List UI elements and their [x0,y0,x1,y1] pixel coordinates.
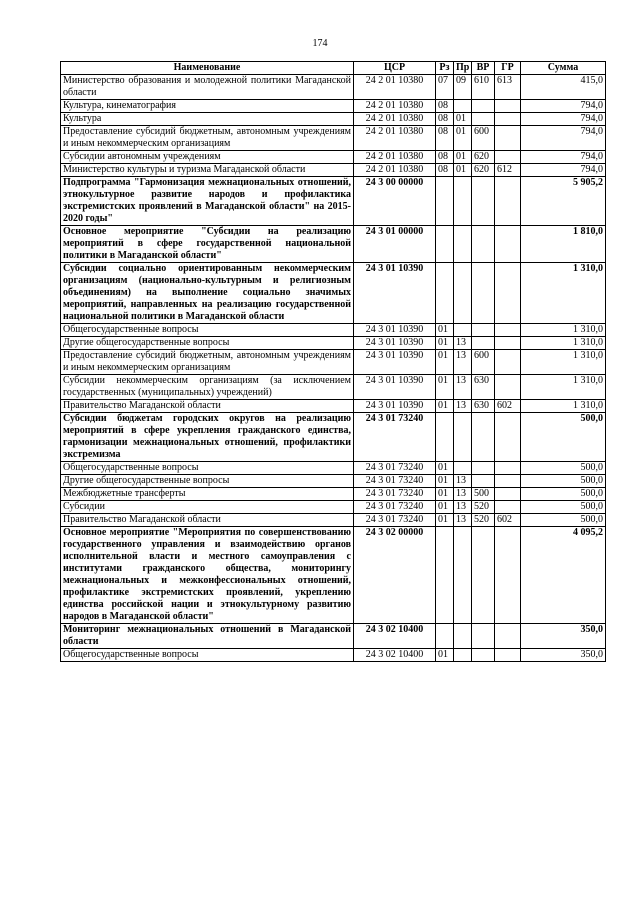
header-sum: Сумма [521,62,606,75]
page-number: 174 [312,38,328,49]
cell-pr: 01 [454,126,472,151]
table-row [61,350,606,375]
table-row [61,624,606,649]
table-row [61,413,606,462]
cell-csr: 24 3 01 00000 [354,226,436,263]
cell-csr: 24 3 00 00000 [354,177,436,226]
cell-pr: 01 [454,113,472,126]
cell-csr: 24 3 01 73240 [354,413,436,462]
cell-vr: 600 [472,350,495,375]
cell-name: Предоставление субсидий бюджетным, автономным учреждениям и иным некоммерческим организациям [61,126,354,151]
cell-name: Культура, кинематография [61,100,354,113]
cell-name: Подпрограмма "Гармонизация межнациональных отношений, этнокультурное развитие народов и профилактика экстремистских проявлений в Магаданской области" на 2015-2020 годы" [61,177,354,226]
cell-csr: 24 2 01 10380 [354,126,436,151]
cell-sum: 794,0 [521,151,606,164]
cell-rz: 01 [436,324,454,337]
header-csr: ЦСР [354,62,436,75]
cell-vr: 520 [472,514,495,527]
header-gr: ГР [495,62,521,75]
cell-csr: 24 2 01 10380 [354,151,436,164]
cell-name: Субсидии некоммерческим организациям (за исключением государственных (муниципальных) учреждений) [61,375,354,400]
cell-name: Министерство образования и молодежной политики Магаданской области [61,75,354,100]
budget-table [60,61,606,662]
cell-rz [436,226,454,263]
cell-rz [436,177,454,226]
table-row [61,100,606,113]
cell-csr: 24 3 02 00000 [354,527,436,624]
cell-sum: 500,0 [521,501,606,514]
cell-vr [472,462,495,475]
cell-vr [472,649,495,662]
cell-name: Общегосударственные вопросы [61,462,354,475]
cell-sum: 4 095,2 [521,527,606,624]
cell-vr: 630 [472,400,495,413]
cell-vr [472,527,495,624]
table-row [61,75,606,100]
cell-rz: 01 [436,462,454,475]
cell-gr [495,413,521,462]
header-vr: ВР [472,62,495,75]
cell-vr: 630 [472,375,495,400]
cell-sum: 1 810,0 [521,226,606,263]
cell-gr [495,501,521,514]
table-row [61,488,606,501]
cell-csr: 24 3 01 10390 [354,337,436,350]
cell-pr: 13 [454,400,472,413]
cell-gr [495,527,521,624]
table-row [61,337,606,350]
cell-rz [436,413,454,462]
cell-gr [495,649,521,662]
cell-sum: 500,0 [521,488,606,501]
cell-vr [472,624,495,649]
cell-gr: 612 [495,164,521,177]
cell-sum: 500,0 [521,413,606,462]
cell-sum: 794,0 [521,126,606,151]
table-header-row [61,62,606,75]
cell-pr: 13 [454,375,472,400]
cell-name: Другие общегосударственные вопросы [61,337,354,350]
cell-name: Общегосударственные вопросы [61,324,354,337]
cell-csr: 24 3 01 73240 [354,514,436,527]
cell-rz: 01 [436,649,454,662]
header-name: Наименование [61,62,354,75]
cell-rz: 07 [436,75,454,100]
cell-csr: 24 2 01 10380 [354,113,436,126]
table-row [61,501,606,514]
cell-gr [495,324,521,337]
cell-sum: 1 310,0 [521,324,606,337]
table-row [61,324,606,337]
cell-sum: 1 310,0 [521,400,606,413]
cell-pr: 01 [454,164,472,177]
header-rz: Рз [436,62,454,75]
cell-sum: 1 310,0 [521,350,606,375]
cell-csr: 24 3 01 73240 [354,501,436,514]
cell-csr: 24 2 01 10380 [354,164,436,177]
cell-name: Правительство Магаданской области [61,514,354,527]
cell-csr: 24 2 01 10380 [354,75,436,100]
table-row [61,164,606,177]
cell-name: Основное мероприятие "Мероприятия по совершенствованию государственного управления и взаимодействию органов исполнительной власти и местного самоуправления с институтами гражданского общества, мониторингу межнациональных и межконфессиональных отношений, профилактике экстремистских проявлений, укреплению единства российской нации и этнокультурному развитию народов в Магаданской области" [61,527,354,624]
cell-csr: 24 3 02 10400 [354,624,436,649]
cell-sum: 794,0 [521,100,606,113]
cell-pr [454,413,472,462]
table-row [61,151,606,164]
table-row [61,263,606,324]
cell-gr [495,337,521,350]
cell-pr: 13 [454,475,472,488]
cell-csr: 24 3 01 73240 [354,488,436,501]
cell-rz: 08 [436,151,454,164]
cell-name: Субсидии автономным учреждениям [61,151,354,164]
cell-pr: 13 [454,337,472,350]
cell-gr [495,350,521,375]
cell-vr [472,475,495,488]
cell-name: Предоставление субсидий бюджетным, автономным учреждениям и иным некоммерческим организациям [61,350,354,375]
cell-pr: 01 [454,151,472,164]
cell-gr [495,151,521,164]
cell-sum: 500,0 [521,514,606,527]
cell-rz: 01 [436,400,454,413]
cell-name: Другие общегосударственные вопросы [61,475,354,488]
cell-vr [472,177,495,226]
cell-name: Правительство Магаданской области [61,400,354,413]
cell-gr [495,177,521,226]
cell-sum: 1 310,0 [521,337,606,350]
cell-name: Основное мероприятие "Субсидии на реализацию мероприятий в сфере государственной национальной политики в Магаданской области" [61,226,354,263]
cell-name: Субсидии [61,501,354,514]
cell-sum: 350,0 [521,624,606,649]
cell-pr [454,263,472,324]
cell-pr [454,649,472,662]
cell-csr: 24 3 01 10390 [354,400,436,413]
cell-rz [436,263,454,324]
table-row [61,649,606,662]
cell-pr [454,462,472,475]
cell-pr: 13 [454,501,472,514]
table-row [61,462,606,475]
cell-rz: 01 [436,350,454,375]
cell-vr: 520 [472,501,495,514]
cell-vr [472,263,495,324]
cell-name: Общегосударственные вопросы [61,649,354,662]
cell-sum: 794,0 [521,113,606,126]
cell-rz: 08 [436,113,454,126]
cell-gr [495,462,521,475]
cell-rz: 08 [436,126,454,151]
cell-sum: 1 310,0 [521,263,606,324]
cell-csr: 24 3 01 10390 [354,324,436,337]
cell-pr: 13 [454,488,472,501]
cell-gr [495,113,521,126]
cell-csr: 24 3 01 10390 [354,350,436,375]
header-pr: Пр [454,62,472,75]
table-row [61,400,606,413]
cell-gr [495,488,521,501]
cell-gr: 613 [495,75,521,100]
cell-vr [472,324,495,337]
cell-gr: 602 [495,400,521,413]
cell-rz: 01 [436,488,454,501]
cell-vr: 610 [472,75,495,100]
cell-sum: 5 905,2 [521,177,606,226]
cell-pr: 13 [454,350,472,375]
cell-csr: 24 3 01 73240 [354,462,436,475]
cell-pr [454,527,472,624]
cell-gr [495,100,521,113]
cell-pr [454,226,472,263]
cell-pr: 13 [454,514,472,527]
table-row [61,514,606,527]
cell-vr [472,413,495,462]
cell-pr [454,100,472,113]
cell-name: Мониторинг межнациональных отношений в Магаданской области [61,624,354,649]
cell-csr: 24 2 01 10380 [354,100,436,113]
cell-name: Культура [61,113,354,126]
cell-rz: 01 [436,475,454,488]
cell-rz: 01 [436,337,454,350]
cell-sum: 500,0 [521,462,606,475]
cell-gr [495,624,521,649]
cell-name: Межбюджетные трансферты [61,488,354,501]
table-row [61,226,606,263]
cell-sum: 415,0 [521,75,606,100]
cell-rz: 08 [436,100,454,113]
cell-gr [495,263,521,324]
table-row [61,375,606,400]
cell-gr [495,375,521,400]
cell-vr [472,113,495,126]
cell-vr [472,100,495,113]
cell-sum: 1 310,0 [521,375,606,400]
cell-rz [436,527,454,624]
cell-pr [454,324,472,337]
cell-rz: 08 [436,164,454,177]
cell-gr [495,126,521,151]
table-row [61,177,606,226]
cell-gr [495,226,521,263]
cell-vr [472,226,495,263]
cell-pr: 09 [454,75,472,100]
table-body [61,75,606,662]
cell-rz: 01 [436,375,454,400]
cell-csr: 24 3 01 10390 [354,263,436,324]
cell-vr [472,337,495,350]
cell-vr: 620 [472,164,495,177]
cell-csr: 24 3 02 10400 [354,649,436,662]
cell-vr: 500 [472,488,495,501]
cell-pr [454,624,472,649]
cell-gr [495,475,521,488]
cell-name: Субсидии социально ориентированным некоммерческим организациям (национально-культурным и религиозным объединениям) на выполнение социально значимых мероприятий, направленных на реализацию государственной национальной политики в Магаданской области [61,263,354,324]
cell-vr: 600 [472,126,495,151]
cell-name: Субсидии бюджетам городских округов на реализацию мероприятий в сфере укрепления гражданского единства, гармонизации межнациональных отношений, профилактики экстремизма [61,413,354,462]
table-row [61,126,606,151]
cell-rz: 01 [436,501,454,514]
cell-rz [436,624,454,649]
cell-sum: 350,0 [521,649,606,662]
cell-vr: 620 [472,151,495,164]
cell-name: Министерство культуры и туризма Магаданской области [61,164,354,177]
cell-sum: 500,0 [521,475,606,488]
cell-rz: 01 [436,514,454,527]
cell-gr: 602 [495,514,521,527]
table-row [61,113,606,126]
table-row [61,527,606,624]
cell-pr [454,177,472,226]
table-row [61,475,606,488]
cell-csr: 24 3 01 10390 [354,375,436,400]
cell-sum: 794,0 [521,164,606,177]
cell-csr: 24 3 01 73240 [354,475,436,488]
